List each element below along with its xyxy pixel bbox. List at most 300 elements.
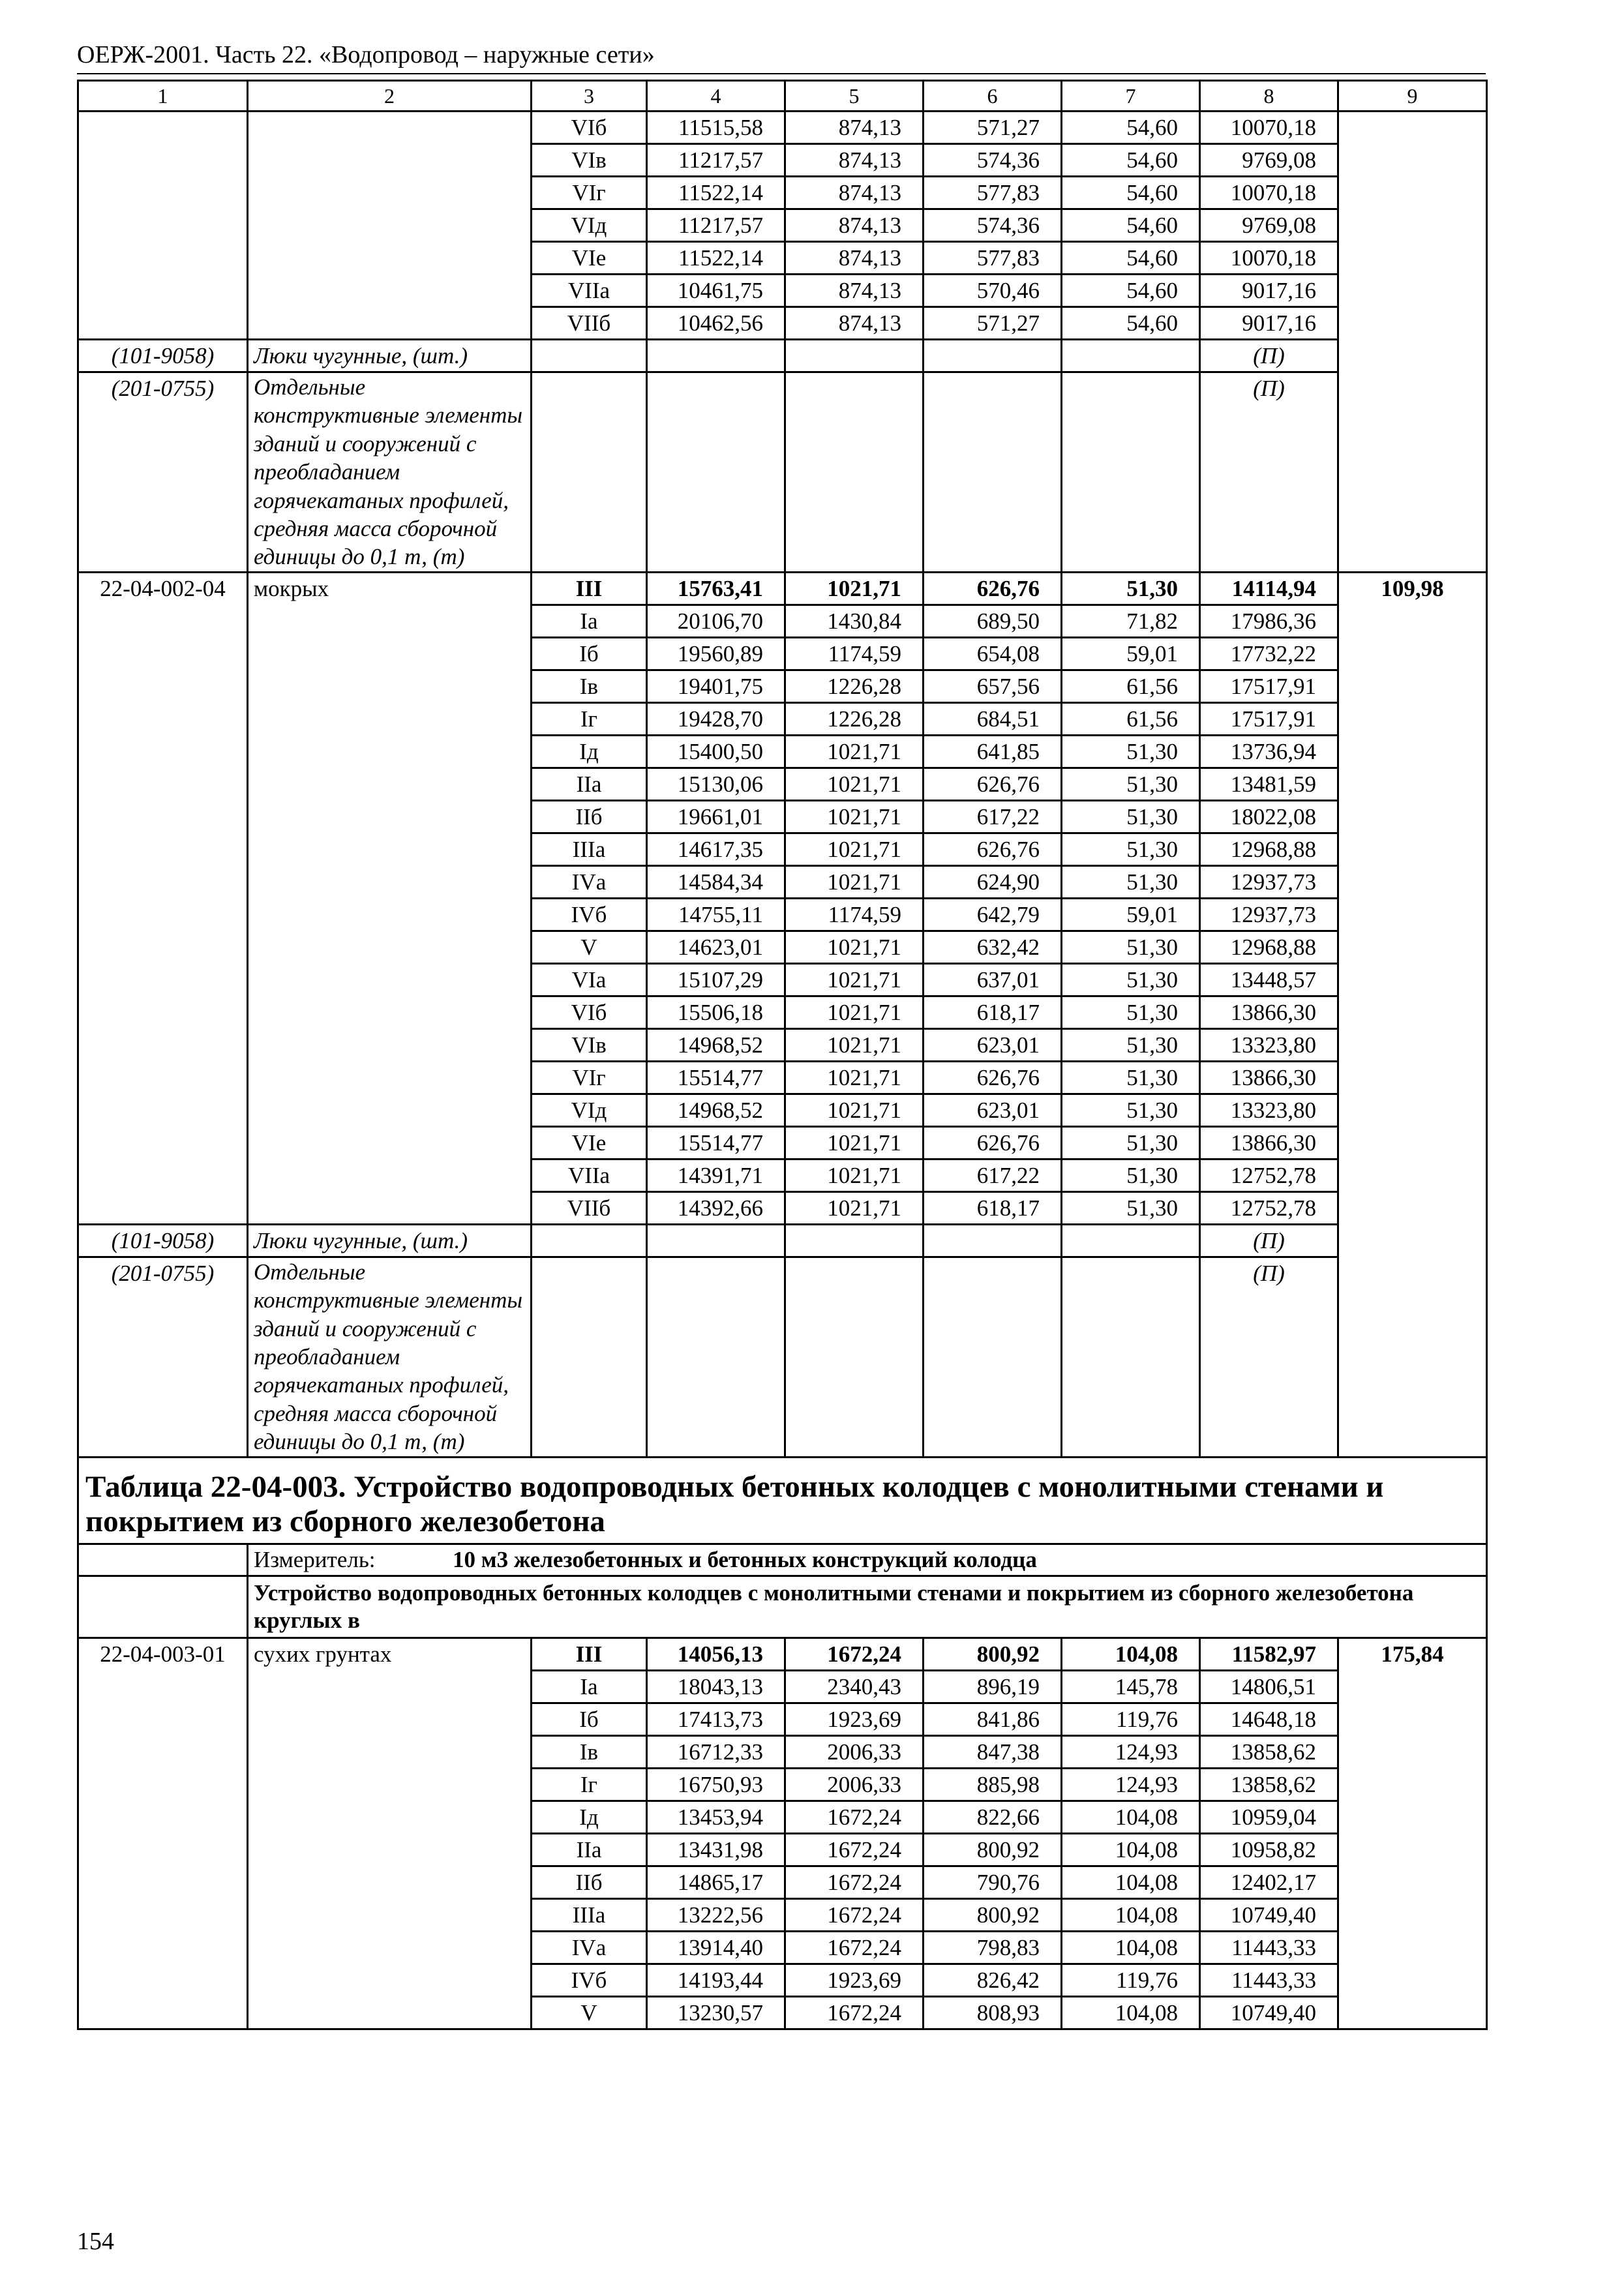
value-cell: 19560,89 (647, 637, 785, 670)
empty-cell (924, 1257, 1062, 1457)
value-cell: 800,92 (924, 1833, 1062, 1866)
material-mark: (П) (1200, 340, 1338, 372)
empty-cell (532, 372, 647, 573)
value-cell: 617,22 (924, 1159, 1062, 1191)
value-cell: 14623,01 (647, 931, 785, 963)
value-cell: 51,30 (1062, 735, 1200, 768)
zone-cell: Iг (532, 1768, 647, 1801)
zone-cell: VIа (532, 963, 647, 996)
value-cell: 9769,08 (1200, 144, 1338, 177)
zone-cell: VIIб (532, 307, 647, 340)
value-cell: 10749,40 (1200, 1898, 1338, 1931)
value-cell: 54,60 (1062, 177, 1200, 209)
empty-cell (1062, 372, 1200, 573)
value-cell: 624,90 (924, 865, 1062, 898)
value-cell: 1923,69 (785, 1703, 924, 1735)
value-cell: 874,13 (785, 275, 924, 307)
value-cell: 13866,30 (1200, 996, 1338, 1028)
material-description: Люки чугунные, (шт.) (248, 340, 532, 372)
value-cell: 1021,71 (785, 833, 924, 865)
value-cell: 13866,30 (1200, 1061, 1338, 1094)
zone-cell: VIб (532, 996, 647, 1028)
empty-cell (532, 1257, 647, 1457)
value-cell: 618,17 (924, 1191, 1062, 1224)
table-row (78, 572, 1487, 605)
value-cell: 1021,71 (785, 1126, 924, 1159)
zone-cell: IVа (532, 865, 647, 898)
value-cell: 11443,33 (1200, 1931, 1338, 1964)
value-cell: 11515,58 (647, 112, 785, 144)
empty-cell (785, 340, 924, 372)
value-cell: 19401,75 (647, 670, 785, 702)
value-cell: 14056,13 (647, 1638, 785, 1670)
value-cell: 13481,59 (1200, 768, 1338, 800)
zone-cell: IIб (532, 1866, 647, 1898)
zone-cell: Iа (532, 1670, 647, 1703)
value-cell: 13858,62 (1200, 1768, 1338, 1801)
empty-cell (924, 372, 1062, 573)
value-cell: 874,13 (785, 307, 924, 340)
table-title: Таблица 22-04-003. Устройство водопроводных бетонных колодцев с монолитными стенами и покрытием из сборного железобетона (78, 1457, 1487, 1544)
value-cell: 10070,18 (1200, 177, 1338, 209)
value-cell: 54,60 (1062, 144, 1200, 177)
header-rule (77, 73, 1486, 74)
value-cell: 17517,91 (1200, 702, 1338, 735)
material-mark: (П) (1200, 1257, 1338, 1457)
value-cell: 1021,71 (785, 1028, 924, 1061)
zone-cell: IIIа (532, 833, 647, 865)
value-cell: 1672,24 (785, 1801, 924, 1833)
zone-cell: Iа (532, 605, 647, 637)
value-cell: 54,60 (1062, 209, 1200, 242)
value-cell: 15400,50 (647, 735, 785, 768)
value-cell: 1021,71 (785, 1094, 924, 1126)
value-cell: 1021,71 (785, 572, 924, 605)
zone-cell: V (532, 1996, 647, 2029)
value-cell: 51,30 (1062, 1126, 1200, 1159)
zone-cell: IVа (532, 1931, 647, 1964)
value-cell: 841,86 (924, 1703, 1062, 1735)
value-cell: 12937,73 (1200, 898, 1338, 931)
value-cell: 71,82 (1062, 605, 1200, 637)
value-cell: 54,60 (1062, 242, 1200, 275)
price-table (77, 80, 1488, 2030)
position-name: мокрых (248, 572, 532, 1224)
value-cell: 17732,22 (1200, 637, 1338, 670)
value-cell: 119,76 (1062, 1703, 1200, 1735)
value-cell: 15514,77 (647, 1126, 785, 1159)
material-code: (101-9058) (78, 1224, 248, 1257)
material-row (78, 1257, 1487, 1457)
value-cell: 800,92 (924, 1898, 1062, 1931)
empty-cell (785, 372, 924, 573)
value-cell: 104,08 (1062, 1638, 1200, 1670)
value-cell: 1021,71 (785, 1191, 924, 1224)
value-cell: 14584,34 (647, 865, 785, 898)
material-mark: (П) (1200, 1224, 1338, 1257)
value-cell: 637,01 (924, 963, 1062, 996)
table-title-row (78, 1457, 1487, 1544)
unit-cell (248, 1544, 1487, 1576)
value-cell: 574,36 (924, 209, 1062, 242)
zone-cell: VIб (532, 112, 647, 144)
value-cell: 61,56 (1062, 702, 1200, 735)
value-cell: 51,30 (1062, 833, 1200, 865)
zone-cell: Iг (532, 702, 647, 735)
value-cell: 822,66 (924, 1801, 1062, 1833)
value-cell: 13431,98 (647, 1833, 785, 1866)
value-cell: 10749,40 (1200, 1996, 1338, 2029)
column-number: 9 (1338, 81, 1487, 112)
value-cell: 808,93 (924, 1996, 1062, 2029)
column-number: 3 (532, 81, 647, 112)
value-cell: 1021,71 (785, 768, 924, 800)
value-cell: 626,76 (924, 1126, 1062, 1159)
value-cell: 9769,08 (1200, 209, 1338, 242)
value-cell: 11217,57 (647, 209, 785, 242)
material-row (78, 1224, 1487, 1257)
value-cell: 11443,33 (1200, 1964, 1338, 1996)
zone-cell: VIIа (532, 275, 647, 307)
value-cell: 13453,94 (647, 1801, 785, 1833)
empty-cell (647, 1257, 785, 1457)
value-cell: 1021,71 (785, 996, 924, 1028)
zone-cell: V (532, 931, 647, 963)
value-cell: 11217,57 (647, 144, 785, 177)
value-cell: 571,27 (924, 307, 1062, 340)
value-cell: 10959,04 (1200, 1801, 1338, 1833)
value-cell: 14193,44 (647, 1964, 785, 1996)
empty-cell (647, 1224, 785, 1257)
position-code: 22-04-002-04 (78, 572, 248, 1224)
value-cell: 12402,17 (1200, 1866, 1338, 1898)
value-cell: 800,92 (924, 1638, 1062, 1670)
zone-cell: VIг (532, 1061, 647, 1094)
zone-cell: VIд (532, 209, 647, 242)
value-cell: 104,08 (1062, 1996, 1200, 2029)
value-cell: 59,01 (1062, 898, 1200, 931)
value-cell: 626,76 (924, 572, 1062, 605)
value-cell: 19661,01 (647, 800, 785, 833)
value-cell: 104,08 (1062, 1866, 1200, 1898)
value-cell: 2006,33 (785, 1735, 924, 1768)
value-cell: 20106,70 (647, 605, 785, 637)
value-cell: 1672,24 (785, 1833, 924, 1866)
value-cell: 570,46 (924, 275, 1062, 307)
zone-cell: IIа (532, 1833, 647, 1866)
zone-cell: VIв (532, 1028, 647, 1061)
value-cell: 14968,52 (647, 1094, 785, 1126)
value-cell: 14865,17 (647, 1866, 785, 1898)
zone-cell: VIIб (532, 1191, 647, 1224)
column-number: 6 (924, 81, 1062, 112)
value-cell: 14648,18 (1200, 1703, 1338, 1735)
table-row (78, 1638, 1487, 1670)
value-cell: 17986,36 (1200, 605, 1338, 637)
value-cell: 12968,88 (1200, 931, 1338, 963)
value-cell: 684,51 (924, 702, 1062, 735)
value-cell: 1021,71 (785, 735, 924, 768)
zone-cell: Iд (532, 735, 647, 768)
value-cell: 13323,80 (1200, 1094, 1338, 1126)
value-cell: 11522,14 (647, 242, 785, 275)
zone-cell: III (532, 1638, 647, 1670)
value-cell: 11582,97 (1200, 1638, 1338, 1670)
value-cell: 14392,66 (647, 1191, 785, 1224)
value-cell: 13222,56 (647, 1898, 785, 1931)
zone-cell: VIв (532, 144, 647, 177)
value-cell: 18043,13 (647, 1670, 785, 1703)
value-cell: 13914,40 (647, 1931, 785, 1964)
material-code: (201-0755) (78, 1257, 248, 1457)
value-cell: 54,60 (1062, 307, 1200, 340)
column-number: 1 (78, 81, 248, 112)
value-cell: 623,01 (924, 1028, 1062, 1061)
value-cell: 104,08 (1062, 1801, 1200, 1833)
value-cell: 577,83 (924, 242, 1062, 275)
value-cell: 51,30 (1062, 1159, 1200, 1191)
value-cell: 16750,93 (647, 1768, 785, 1801)
value-cell: 623,01 (924, 1094, 1062, 1126)
column-number: 5 (785, 81, 924, 112)
value-cell: 1021,71 (785, 865, 924, 898)
value-cell: 1672,24 (785, 1866, 924, 1898)
running-header: ОЕРЖ-2001. Часть 22. «Водопровод – наружные сети» (77, 41, 655, 68)
value-cell: 15506,18 (647, 996, 785, 1028)
material-row (78, 340, 1487, 372)
value-cell: 874,13 (785, 242, 924, 275)
value-cell: 51,30 (1062, 963, 1200, 996)
value-cell: 15514,77 (647, 1061, 785, 1094)
value-cell: 124,93 (1062, 1768, 1200, 1801)
zone-cell: VIе (532, 1126, 647, 1159)
value-cell: 51,30 (1062, 572, 1200, 605)
value-cell: 1021,71 (785, 963, 924, 996)
value-cell: 1021,71 (785, 800, 924, 833)
value-cell: 577,83 (924, 177, 1062, 209)
value-cell: 51,30 (1062, 1061, 1200, 1094)
value-cell: 1174,59 (785, 637, 924, 670)
unit-label: Измеритель: (254, 1546, 376, 1572)
value-cell: 51,30 (1062, 1028, 1200, 1061)
value-cell: 657,56 (924, 670, 1062, 702)
value-cell: 826,42 (924, 1964, 1062, 1996)
value-cell: 1021,71 (785, 1061, 924, 1094)
value-cell: 12752,78 (1200, 1191, 1338, 1224)
value-cell: 1672,24 (785, 1898, 924, 1931)
empty-cell (924, 1224, 1062, 1257)
value-cell: 14617,35 (647, 833, 785, 865)
value-cell: 1226,28 (785, 702, 924, 735)
empty-cell (532, 340, 647, 372)
value-cell: 626,76 (924, 768, 1062, 800)
empty-cell (785, 1257, 924, 1457)
value-cell: 51,30 (1062, 800, 1200, 833)
column-number: 2 (248, 81, 532, 112)
zone-cell: VIг (532, 177, 647, 209)
value-cell: 18022,08 (1200, 800, 1338, 833)
value-cell: 14755,11 (647, 898, 785, 931)
value-cell: 19428,70 (647, 702, 785, 735)
value-cell: 13448,57 (1200, 963, 1338, 996)
zone-cell: Iб (532, 637, 647, 670)
value-cell: 59,01 (1062, 637, 1200, 670)
value-cell: 54,60 (1062, 275, 1200, 307)
zone-cell: VIIа (532, 1159, 647, 1191)
value-cell: 10461,75 (647, 275, 785, 307)
value-cell: 874,13 (785, 209, 924, 242)
value-cell: 51,30 (1062, 931, 1200, 963)
value-cell: 14391,71 (647, 1159, 785, 1191)
value-cell: 654,08 (924, 637, 1062, 670)
value-cell: 9017,16 (1200, 307, 1338, 340)
value-cell: 16712,33 (647, 1735, 785, 1768)
value-cell: 15107,29 (647, 963, 785, 996)
zone-cell: VIд (532, 1094, 647, 1126)
position-name: сухих грунтах (248, 1638, 532, 2029)
empty-cell (1062, 1257, 1200, 1457)
column-number-row (78, 81, 1487, 112)
zone-cell: IVб (532, 1964, 647, 1996)
empty-cell (1062, 340, 1200, 372)
table-row (78, 112, 1487, 144)
value-cell: 2340,43 (785, 1670, 924, 1703)
value-cell: 15130,06 (647, 768, 785, 800)
value-cell: 847,38 (924, 1735, 1062, 1768)
material-description: Люки чугунные, (шт.) (248, 1224, 532, 1257)
page-number: 154 (77, 2228, 114, 2255)
column-number: 4 (647, 81, 785, 112)
value-cell: 124,93 (1062, 1735, 1200, 1768)
code-cell (78, 112, 248, 340)
zone-cell: IIб (532, 800, 647, 833)
position-code: 22-04-003-01 (78, 1638, 248, 2029)
value-cell: 790,76 (924, 1866, 1062, 1898)
weight-cell: 175,84 (1338, 1638, 1487, 2029)
column-number: 8 (1200, 81, 1338, 112)
value-cell: 13230,57 (647, 1996, 785, 2029)
value-cell: 15763,41 (647, 572, 785, 605)
value-cell: 1021,71 (785, 931, 924, 963)
empty-cell (78, 1576, 248, 1638)
material-description: Отдельные конструктивные элементы зданий и сооружений с преобладанием горячекатаных профилей, средняя масса сборочной единицы до 0,1 т, (т) (248, 372, 532, 573)
value-cell: 2006,33 (785, 1768, 924, 1801)
empty-cell (532, 1224, 647, 1257)
value-cell: 51,30 (1062, 996, 1200, 1028)
zone-cell: Iд (532, 1801, 647, 1833)
value-cell: 17517,91 (1200, 670, 1338, 702)
value-cell: 798,83 (924, 1931, 1062, 1964)
value-cell: 119,76 (1062, 1964, 1200, 1996)
empty-cell (647, 340, 785, 372)
value-cell: 626,76 (924, 1061, 1062, 1094)
value-cell: 12937,73 (1200, 865, 1338, 898)
value-cell: 10070,18 (1200, 242, 1338, 275)
value-cell: 1923,69 (785, 1964, 924, 1996)
value-cell: 12968,88 (1200, 833, 1338, 865)
value-cell: 10958,82 (1200, 1833, 1338, 1866)
value-cell: 571,27 (924, 112, 1062, 144)
empty-cell (78, 1544, 248, 1576)
material-row (78, 372, 1487, 573)
value-cell: 1430,84 (785, 605, 924, 637)
value-cell: 874,13 (785, 144, 924, 177)
value-cell: 14806,51 (1200, 1670, 1338, 1703)
zone-cell: IIа (532, 768, 647, 800)
value-cell: 574,36 (924, 144, 1062, 177)
value-cell: 13736,94 (1200, 735, 1338, 768)
value-cell: 11522,14 (647, 177, 785, 209)
value-cell: 885,98 (924, 1768, 1062, 1801)
value-cell: 642,79 (924, 898, 1062, 931)
name-cell (248, 112, 532, 340)
empty-cell (785, 1224, 924, 1257)
subheading-row (78, 1576, 1487, 1638)
value-cell: 617,22 (924, 800, 1062, 833)
zone-cell: VIе (532, 242, 647, 275)
value-cell: 54,60 (1062, 112, 1200, 144)
unit-value: 10 м3 железобетонных и бетонных конструкций колодца (453, 1546, 1037, 1572)
value-cell: 874,13 (785, 112, 924, 144)
value-cell: 10070,18 (1200, 112, 1338, 144)
weight-cell (1338, 112, 1487, 573)
zone-cell: Iв (532, 670, 647, 702)
empty-cell (647, 372, 785, 573)
value-cell: 9017,16 (1200, 275, 1338, 307)
value-cell: 13323,80 (1200, 1028, 1338, 1061)
value-cell: 1672,24 (785, 1638, 924, 1670)
value-cell: 13858,62 (1200, 1735, 1338, 1768)
value-cell: 618,17 (924, 996, 1062, 1028)
value-cell: 104,08 (1062, 1833, 1200, 1866)
value-cell: 51,30 (1062, 1191, 1200, 1224)
value-cell: 641,85 (924, 735, 1062, 768)
value-cell: 17413,73 (647, 1703, 785, 1735)
value-cell: 896,19 (924, 1670, 1062, 1703)
zone-cell: IVб (532, 898, 647, 931)
unit-row (78, 1544, 1487, 1576)
value-cell: 874,13 (785, 177, 924, 209)
zone-cell: III (532, 572, 647, 605)
value-cell: 14968,52 (647, 1028, 785, 1061)
material-description: Отдельные конструктивные элементы зданий и сооружений с преобладанием горячекатаных профилей, средняя масса сборочной единицы до 0,1 т, (т) (248, 1257, 532, 1457)
empty-cell (1062, 1224, 1200, 1257)
value-cell: 1672,24 (785, 1996, 924, 2029)
value-cell: 51,30 (1062, 1094, 1200, 1126)
column-number: 7 (1062, 81, 1200, 112)
weight-cell: 109,98 (1338, 572, 1487, 1457)
value-cell: 12752,78 (1200, 1159, 1338, 1191)
value-cell: 1226,28 (785, 670, 924, 702)
zone-cell: Iв (532, 1735, 647, 1768)
value-cell: 51,30 (1062, 865, 1200, 898)
value-cell: 61,56 (1062, 670, 1200, 702)
value-cell: 1672,24 (785, 1931, 924, 1964)
value-cell: 51,30 (1062, 768, 1200, 800)
value-cell: 689,50 (924, 605, 1062, 637)
value-cell: 13866,30 (1200, 1126, 1338, 1159)
value-cell: 104,08 (1062, 1931, 1200, 1964)
zone-cell: Iб (532, 1703, 647, 1735)
value-cell: 626,76 (924, 833, 1062, 865)
material-code: (201-0755) (78, 372, 248, 573)
section-subheading: Устройство водопроводных бетонных колодцев с монолитными стенами и покрытием из сборного железобетона круглых в (248, 1576, 1487, 1638)
empty-cell (924, 340, 1062, 372)
value-cell: 145,78 (1062, 1670, 1200, 1703)
value-cell: 632,42 (924, 931, 1062, 963)
zone-cell: IIIа (532, 1898, 647, 1931)
value-cell: 1174,59 (785, 898, 924, 931)
